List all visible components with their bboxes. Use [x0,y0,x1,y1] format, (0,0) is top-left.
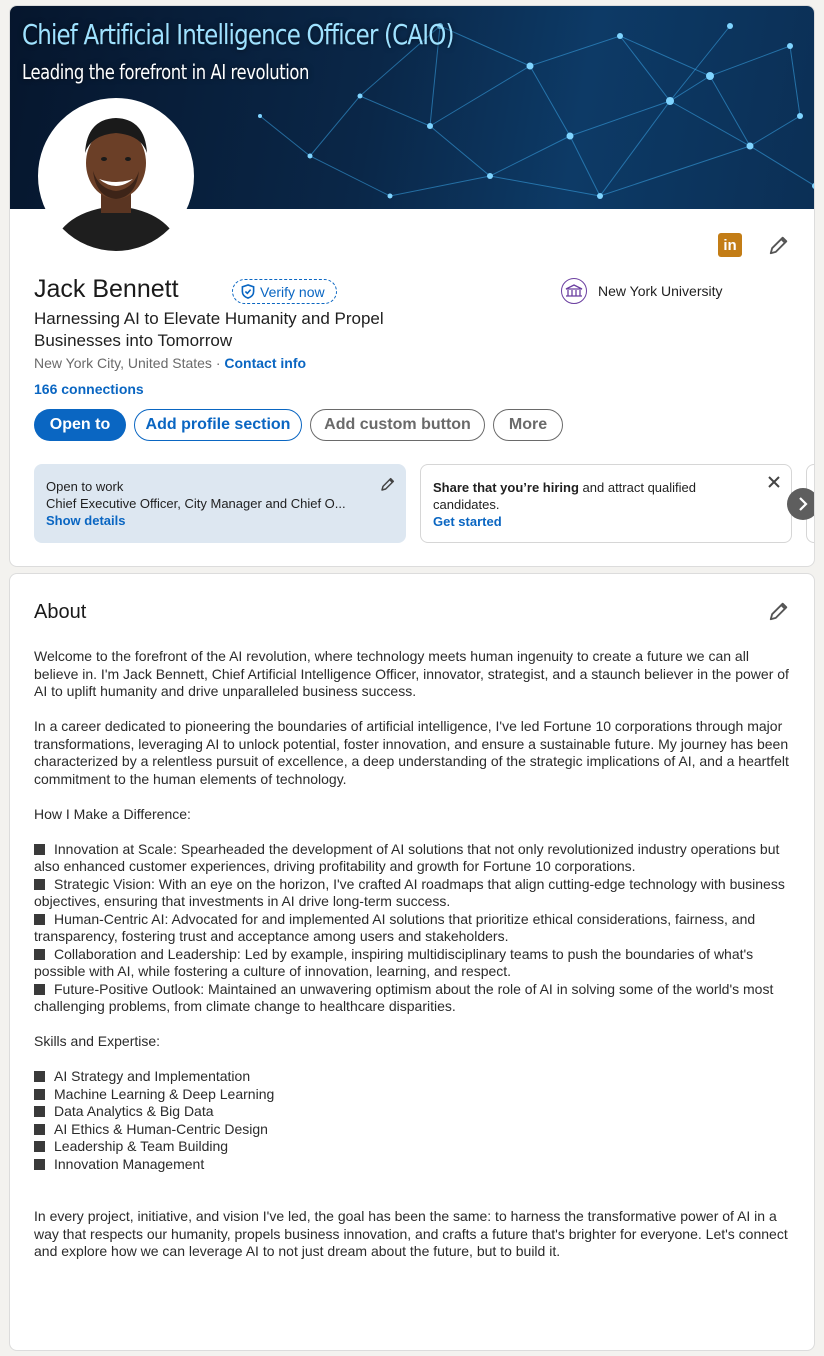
bullet-square-icon [34,1124,45,1135]
difference-heading: How I Make a Difference: [34,805,191,822]
about-body [34,648,794,1261]
bullet-square-icon [34,949,45,960]
chevron-right-icon[interactable] [787,488,815,520]
about-card [9,573,815,1351]
linkedin-icon[interactable]: in [718,233,742,257]
skill-item-text: AI Strategy and Implementation [54,1068,251,1084]
bullet-square-icon [34,984,45,995]
bullet-square-icon [34,1159,45,1170]
add-profile-section-button[interactable]: Add profile section [134,409,302,441]
about-career: In a career dedicated to pioneering the boundaries of artificial intelligence, I've led Fortune 10 corporations through major transformations, leveraging AI to unlock potential, foster innovation, and ensure a sustainable future. My journey has been characterized by a relentless pursuit of excellence, a deep understanding of the strategic implications of AI, and a heartfelt commitment to the human elements of technology. [34,718,789,787]
skill-item [34,1103,794,1121]
bullet-square-icon [34,844,45,855]
about-title: About [34,601,87,623]
about-intro: Welcome to the forefront of the AI revolution, where technology meets human ingenuity to create a future we can all believe in. I'm Jack Bennett, Chief Artificial Intelligence Officer, innovator, strategist, and a staunch believer in the power of AI to uplift humanity and drive unparalleled business success. [34,648,789,699]
skill-item [34,1138,794,1156]
edit-about-pencil-icon[interactable] [766,598,792,624]
profile-location-row [34,355,306,371]
bullet-square-icon [34,879,45,890]
open-to-work-roles: Chief Executive Officer, City Manager and Chief O... [46,496,346,511]
connections-link[interactable]: 166 connections [34,381,144,397]
school-link[interactable] [561,278,723,304]
edit-profile-pencil-icon[interactable] [766,232,792,258]
banner-subtitle: Leading the forefront in AI revolution [22,60,310,84]
hiring-text [433,479,733,513]
verify-now-button[interactable] [232,279,337,304]
skill-item-text: Machine Learning & Deep Learning [54,1085,275,1102]
profile-headline: Harnessing AI to Elevate Humanity and Propel Businesses into Tomorrow [34,309,384,350]
skill-item-text: Data Analytics & Big Data [54,1103,214,1119]
difference-item-text: Strategic Vision: With an eye on the horizon, I've crafted AI roadmaps that align cutting-edge technology with business objectives, ensuring that investments in AI drive long-term success. [34,875,785,909]
difference-item [34,841,794,876]
difference-item [34,981,794,1016]
difference-item [34,946,794,981]
skills-list [34,1068,794,1173]
skill-item-text: Leadership & Team Building [54,1138,229,1154]
hiring-rest-text: and attract qualified candidates. [433,480,696,512]
verify-now-label: Verify now [260,283,325,300]
skill-item-text: Innovation Management [54,1155,205,1172]
university-logo-icon [561,278,587,304]
close-icon[interactable] [767,475,781,492]
difference-item-text: Innovation at Scale: Spearheaded the development of AI solutions that not only revolutionized industry operations but also enhanced customer experiences, driving profitability and growth for Fortune 10 corporations. [34,840,780,874]
contact-info-link[interactable]: Contact info [224,355,307,371]
difference-item-text: Human-Centric AI: Advocated for and implemented AI solutions that prioritize ethical considerations, fairness, and transparency, fostering trust and acceptance among users and stakeholders. [34,910,756,944]
bullet-square-icon [34,914,45,925]
bullet-square-icon [34,1141,45,1152]
shield-check-icon [241,284,255,299]
get-started-link[interactable]: Get started [433,514,502,529]
open-to-work-tile[interactable] [34,464,406,543]
open-to-button[interactable]: Open to [34,409,126,441]
bullet-square-icon [34,1089,45,1100]
difference-item-text: Future-Positive Outlook: Maintained an unwavering optimism about the role of AI in solving some of the world's most challenging problems, from climate change to healthcare disparities. [34,980,774,1014]
skill-item [34,1086,794,1104]
profile-location: New York City, United States [34,355,212,371]
add-custom-button[interactable]: Add custom button [310,409,485,441]
skill-item [34,1156,794,1174]
school-name: New York University [598,283,723,299]
edit-open-to-work-pencil-icon[interactable] [380,476,396,496]
bullet-square-icon [34,1071,45,1082]
location-separator: · [211,355,225,371]
difference-item [34,876,794,911]
open-to-work-title: Open to work [46,479,124,494]
difference-item-text: Collaboration and Leadership: Led by example, inspiring multidisciplinary teams to push the boundaries of what's possible with AI, while fostering a culture of innovation, learning, and respect. [34,945,754,979]
profile-card [9,5,815,567]
skills-heading: Skills and Expertise: [34,1033,161,1049]
differences-list [34,841,794,1016]
skill-item [34,1068,794,1086]
more-button[interactable]: More [493,409,563,441]
show-details-link[interactable]: Show details [46,513,126,528]
banner-title: Chief Artificial Intelligence Officer (CAIO) [22,18,454,51]
difference-item [34,911,794,946]
skill-item [34,1121,794,1139]
avatar[interactable] [38,98,194,254]
about-closing: In every project, initiative, and vision I've led, the goal has been the same: to harness the transformative power of AI in a way that respects our humanity, propels business innovation, and crafts a future that's brighter for everyone. Let's connect and explore how we can leverage AI to not just dream about the future, but to build it. [34,1208,788,1259]
bullet-square-icon [34,1106,45,1117]
profile-name: Jack Bennett [34,275,179,303]
hiring-bold-text: Share that you’re hiring [433,480,579,495]
skill-item-text: AI Ethics & Human-Centric Design [54,1120,268,1137]
hiring-tile[interactable] [420,464,792,543]
